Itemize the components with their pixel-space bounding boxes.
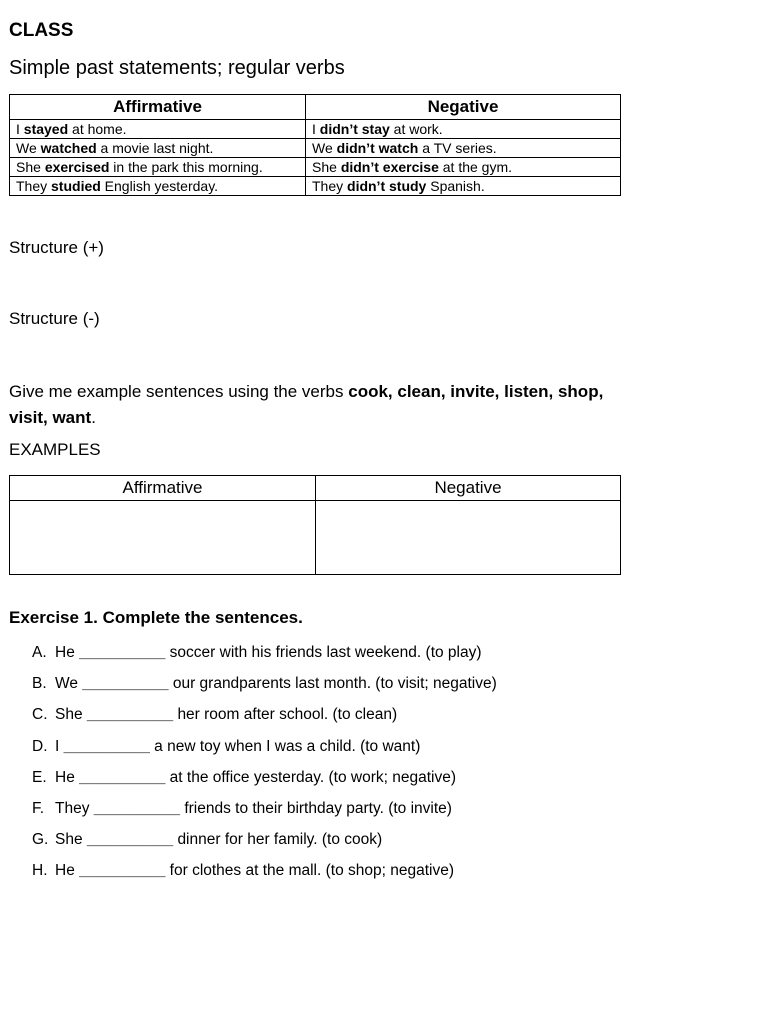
affirmative-header: Affirmative: [10, 95, 306, 120]
table-row: [10, 120, 621, 139]
affirmative-cell: I stayed at home.: [10, 120, 306, 139]
grammar-table-header-row: [10, 95, 621, 120]
answer-blank[interactable]: __________: [86, 706, 174, 724]
list-item: A. He __________ soccer with his friends last weekend. (to play): [32, 644, 482, 661]
verb: watched: [40, 140, 97, 156]
examples-answer-row: [10, 501, 621, 575]
negative-header: Negative: [306, 95, 621, 120]
negative-cell: They didn’t study Spanish.: [306, 177, 621, 196]
answer-blank[interactable]: __________: [79, 644, 166, 661]
answer-blank[interactable]: __________: [86, 831, 174, 849]
list-item: E. He __________ at the office yesterday. (to work; negative): [32, 768, 456, 786]
negative-cell: I didn’t stay at work.: [306, 120, 621, 139]
structure-positive-label: Structure (+): [9, 238, 104, 257]
examples-negative-cell[interactable]: [316, 501, 621, 575]
answer-blank[interactable]: __________: [93, 799, 180, 817]
page-title: CLASS: [9, 20, 74, 41]
lesson-subtitle: Simple past statements; regular verbs: [9, 57, 345, 79]
list-item: C. She __________ her room after school. (to clean): [32, 706, 398, 724]
table-row: [10, 177, 621, 196]
examples-affirmative-header: Affirmative: [10, 476, 316, 501]
exercise-title: Exercise 1. Complete the sentences.: [9, 608, 303, 627]
answer-blank[interactable]: __________: [82, 675, 169, 693]
list-item: F. They __________ friends to their birthday party. (to invite): [32, 799, 452, 817]
structure-negative-label: Structure (-): [9, 309, 100, 328]
answer-blank[interactable]: __________: [63, 737, 150, 755]
verb: didn’t study: [347, 178, 427, 194]
exercise-list: [32, 643, 497, 893]
examples-affirmative-cell[interactable]: [10, 501, 316, 575]
verb: didn’t watch: [336, 140, 419, 156]
negative-cell: She didn’t exercise at the gym.: [306, 158, 621, 177]
list-item: D. I __________ a new toy when I was a child. (to want): [32, 737, 421, 755]
list-item: B. We __________ our grandparents last month. (to visit; negative): [32, 675, 497, 693]
list-item: G. She __________ dinner for her family. (to cook): [32, 831, 383, 849]
affirmative-cell: She exercised in the park this morning.: [10, 158, 306, 177]
examples-table: [9, 475, 621, 575]
answer-blank[interactable]: __________: [79, 768, 166, 786]
examples-header-row: [10, 476, 621, 501]
verb: exercised: [44, 159, 110, 175]
answer-blank[interactable]: __________: [79, 862, 166, 880]
grammar-table: [9, 94, 621, 196]
instruction-text: Give me example sentences using the verbs cook, clean, invite, listen, shop, visit, want.: [9, 382, 604, 427]
affirmative-cell: We watched a movie last night.: [10, 139, 306, 158]
table-row: [10, 139, 621, 158]
affirmative-cell: They studied English yesterday.: [10, 177, 306, 196]
verb: didn’t stay: [319, 121, 390, 137]
verb: studied: [51, 178, 101, 194]
list-item: H. He __________ for clothes at the mall. (to shop; negative): [32, 862, 454, 880]
table-row: [10, 158, 621, 177]
verb-list: cook, clean, invite, listen, shop, visit, want: [9, 382, 604, 427]
verb: didn’t exercise: [340, 159, 439, 175]
examples-negative-header: Negative: [316, 476, 621, 501]
examples-label: EXAMPLES: [9, 440, 101, 459]
negative-cell: We didn’t watch a TV series.: [306, 139, 621, 158]
verb: stayed: [23, 121, 69, 137]
